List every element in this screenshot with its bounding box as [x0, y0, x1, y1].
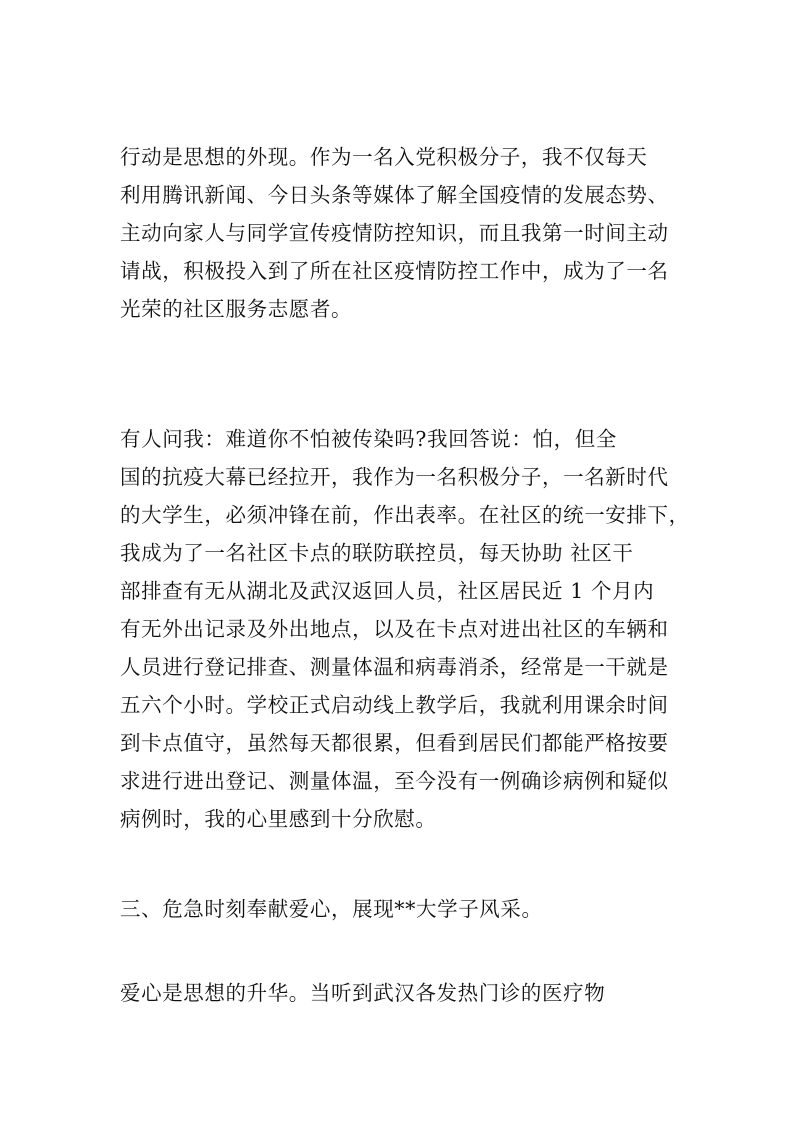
paragraph-question: [120, 420, 690, 838]
text-line: 到卡点值守，虽然每天都很累，但看到居民们都能严格按要: [120, 731, 669, 755]
text-line: 主动向家人与同学宣传疫情防控知识，而且我第一时间主动: [120, 221, 669, 245]
text-line: 国的抗疫大幕已经拉开，我作为一名积极分子，一名新时代: [120, 465, 669, 489]
text-line: 利用腾讯新闻、今日头条等媒体了解全国疫情的发展态势、: [120, 183, 669, 207]
text-line: 部排查有无从湖北及武汉返回人员，社区居民近 1 个月内: [120, 579, 655, 603]
paragraph-love: [120, 974, 680, 1012]
text-line: 行动是思想的外现。作为一名入党积极分子，我不仅每天: [120, 145, 648, 169]
paragraph-action: [120, 138, 680, 328]
text-line: 的大学生，必须冲锋在前，作出表率。在社区的统一安排下，: [120, 503, 690, 527]
text-line: 有人问我：难道你不怕被传染吗?我回答说：怕，但全: [120, 427, 617, 451]
section-heading: [120, 890, 680, 928]
text-line: 光荣的社区服务志愿者。: [120, 297, 353, 321]
text-line: 请战，积极投入到了所在社区疫情防控工作中，成为了一名: [120, 259, 669, 283]
text-line: 爱心是思想的升华。当听到武汉各发热门诊的医疗物: [120, 981, 606, 1005]
text-line: 病例时，我的心里感到十分欣慰。: [120, 807, 437, 831]
text-line: 我成为了一名社区卡点的联防联控员，每天协助 社区干: [120, 541, 634, 565]
text-line: 有无外出记录及外出地点，以及在卡点对进出社区的车辆和: [120, 617, 669, 641]
text-line: 三、危急时刻奉献爱心，展现**大学子风采。: [120, 897, 543, 921]
text-line: 求进行进出登记、测量体温，至今没有一例确诊病例和疑似: [120, 769, 669, 793]
text-line: 人员进行登记排查、测量体温和病毒消杀，经常是一干就是: [120, 655, 669, 679]
text-line: 五六个小时。学校正式启动线上教学后，我就利用课余时间: [120, 693, 669, 717]
